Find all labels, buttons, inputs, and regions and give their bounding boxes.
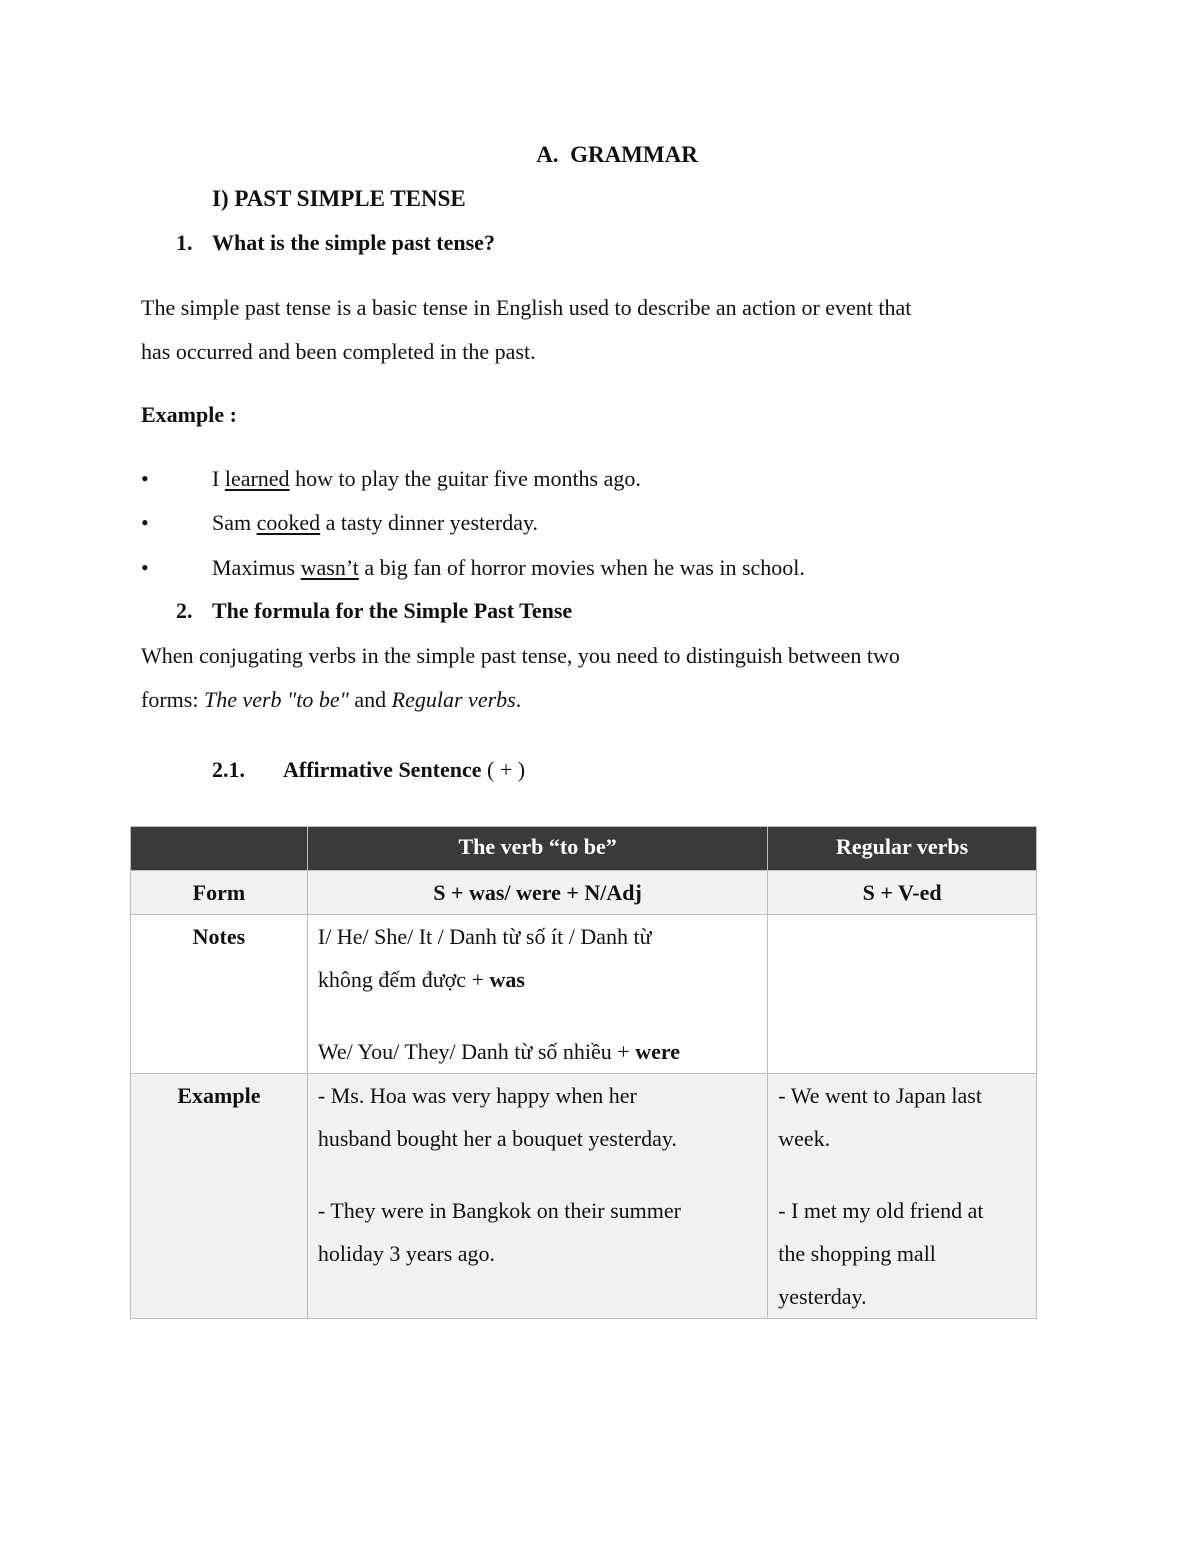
- definition-line-2: has occurred and been completed in the past.: [141, 339, 536, 364]
- form-to-be: The verb "to be": [203, 687, 349, 712]
- list-item: [0, 457, 1200, 501]
- header-regular: Regular verbs: [768, 827, 1037, 871]
- question-1-number: 1.: [176, 230, 193, 255]
- example-sentence: I learned how to play the guitar five months ago.: [212, 466, 641, 491]
- subsection-2-1: [212, 757, 526, 783]
- form-to-be-cell: S + was/ were + N/Adj: [307, 871, 767, 915]
- example-verb: learned: [224, 466, 290, 491]
- question-1-heading: [176, 230, 495, 256]
- example-sentence: Maximus wasn’t a big fan of horror movies when he was in school.: [212, 555, 805, 580]
- example-label: Example :: [141, 402, 237, 427]
- bullet-icon: •: [141, 510, 149, 535]
- subsection-number: 2.1.: [212, 757, 245, 782]
- example-verb: cooked: [256, 510, 321, 535]
- list-item: [0, 546, 1200, 590]
- example-verb: wasn’t: [300, 555, 359, 580]
- form-regular: Regular verbs: [391, 687, 516, 712]
- table-header-row: [131, 827, 1037, 871]
- question-2-heading: [176, 598, 573, 624]
- header-to-be: The verb “to be”: [307, 827, 767, 871]
- example-sentence: Sam cooked a tasty dinner yesterday.: [212, 510, 539, 535]
- header-empty: [131, 827, 308, 871]
- form-regular-cell: S + V-ed: [768, 871, 1037, 915]
- formula-intro-line-2: forms: The verb "to be" and Regular verbs.: [141, 687, 522, 712]
- example-regular-cell: - We went to Japan last week. - I met my old friend at the shopping mall yesterday.: [768, 1074, 1037, 1319]
- notes-regular-cell: [768, 915, 1037, 1074]
- table-row: [131, 915, 1037, 1074]
- formula-intro-line-1: When conjugating verbs in the simple past tense, you need to distinguish between two: [141, 643, 900, 668]
- heading-title: GRAMMAR: [570, 142, 698, 167]
- row-label-form: Form: [131, 871, 308, 915]
- bullet-icon: •: [141, 555, 149, 580]
- table-row: [131, 871, 1037, 915]
- notes-to-be-cell: I/ He/ She/ It / Danh từ số ít / Danh từ không đếm được + was We/ You/ They/ Danh từ số nhiều + were: [307, 915, 767, 1074]
- heading-letter: A.: [536, 142, 559, 167]
- question-2-number: 2.: [176, 598, 193, 623]
- question-1-title: What is the simple past tense?: [212, 230, 495, 255]
- page-title: [0, 142, 1200, 168]
- table-row: [131, 1074, 1037, 1319]
- row-label-notes: Notes: [131, 915, 308, 1074]
- question-2-title: The formula for the Simple Past Tense: [212, 598, 573, 623]
- example-to-be-cell: - Ms. Hoa was very happy when her husband bought her a bouquet yesterday. - They were in Bangkok on their summer holiday 3 years ago.: [307, 1074, 767, 1319]
- subsection-title: Affirmative Sentence ( + ): [283, 757, 526, 782]
- section-title: I) PAST SIMPLE TENSE: [212, 186, 466, 211]
- affirmative-table: [130, 826, 1037, 1319]
- bullet-icon: •: [141, 466, 149, 491]
- definition-line-1: The simple past tense is a basic tense in English used to describe an action or event that: [141, 295, 912, 320]
- row-label-example: Example: [131, 1074, 308, 1319]
- list-item: [0, 501, 1200, 545]
